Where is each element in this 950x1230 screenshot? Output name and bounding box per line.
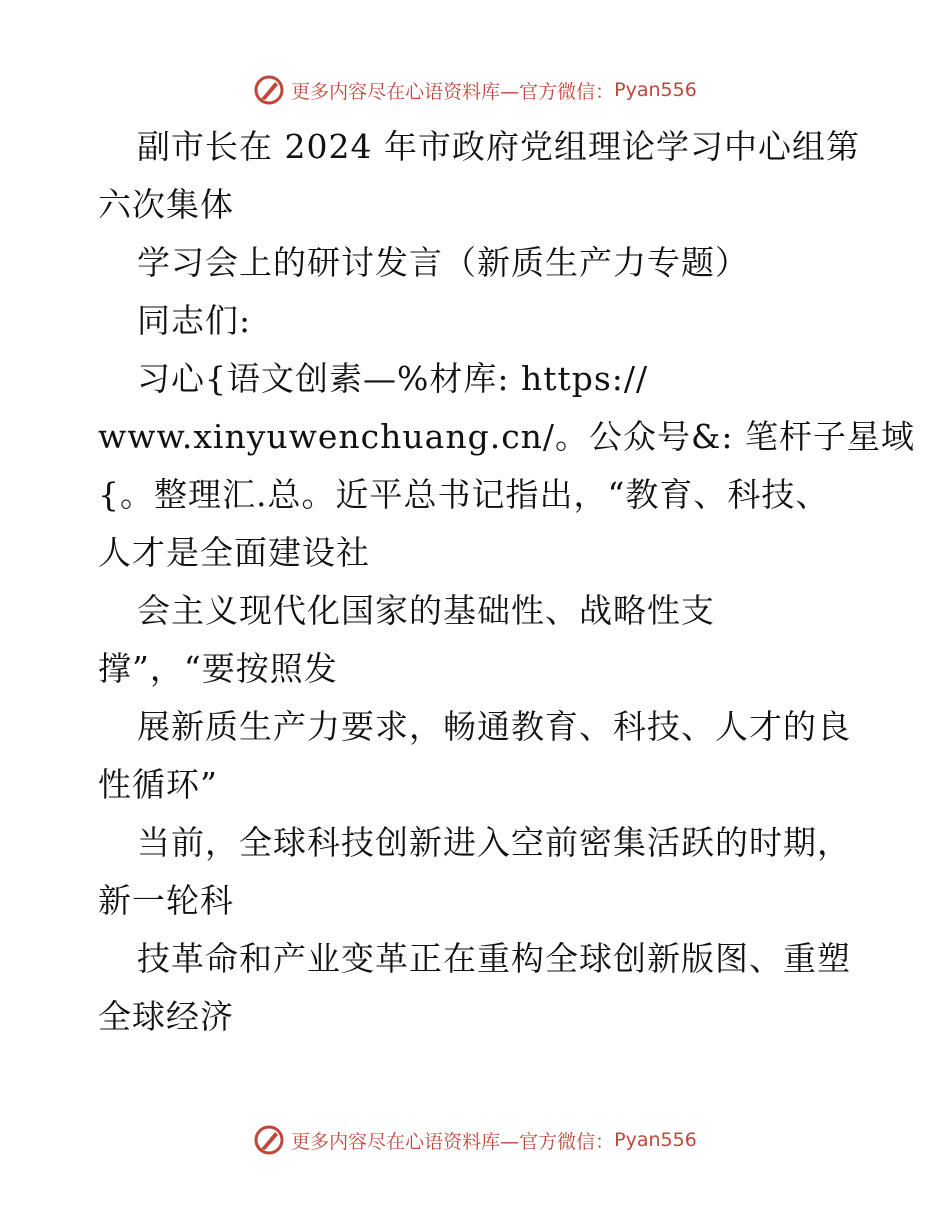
- text-line: 副市长在 2024 年市政府党组理论学习中心组第: [137, 127, 860, 166]
- banner-wechat-id: Pyan556: [614, 79, 697, 101]
- banner-wechat-id: Pyan556: [614, 1129, 697, 1151]
- quill-logo-icon: [253, 74, 285, 106]
- text-line: 同志们:: [137, 301, 252, 340]
- text-line: 技革命和产业变革正在重构全球创新版图、重塑: [137, 939, 851, 978]
- document-body: [98, 118, 916, 1046]
- text-line: 当前，全球科技创新进入空前密集活跃的时期，: [137, 823, 851, 862]
- text-line: 习心{语文创素—%材库: https://: [137, 359, 649, 398]
- text-line: 人才是全面建设社: [98, 533, 370, 572]
- text-line: 展新质生产力要求，畅通教育、科技、人才的良: [137, 707, 851, 746]
- banner-text: 更多内容尽在心语资料库—官方微信：: [291, 80, 615, 103]
- header-banner: [0, 70, 950, 110]
- text-line: 学习会上的研讨发言（新质生产力专题）: [137, 243, 749, 282]
- text-line: 性循环”: [98, 765, 218, 804]
- banner-text: 更多内容尽在心语资料库—官方微信：: [291, 1130, 615, 1153]
- text-line: {。整理汇.总。近平总书记指出，“教育、科技、: [98, 475, 830, 514]
- text-line: 会主义现代化国家的基础性、战略性支: [137, 591, 715, 630]
- text-line: 全球经济: [98, 997, 234, 1036]
- text-line: 撑”，“要按照发: [98, 649, 338, 688]
- footer-banner: [0, 1120, 950, 1160]
- quill-logo-icon: [253, 1124, 285, 1156]
- text-line: 六次集体: [98, 185, 234, 224]
- text-line: www.xinyuwenchuang.cn/。公众号&: 笔杆子星域: [98, 417, 916, 456]
- text-line: 新一轮科: [98, 881, 234, 920]
